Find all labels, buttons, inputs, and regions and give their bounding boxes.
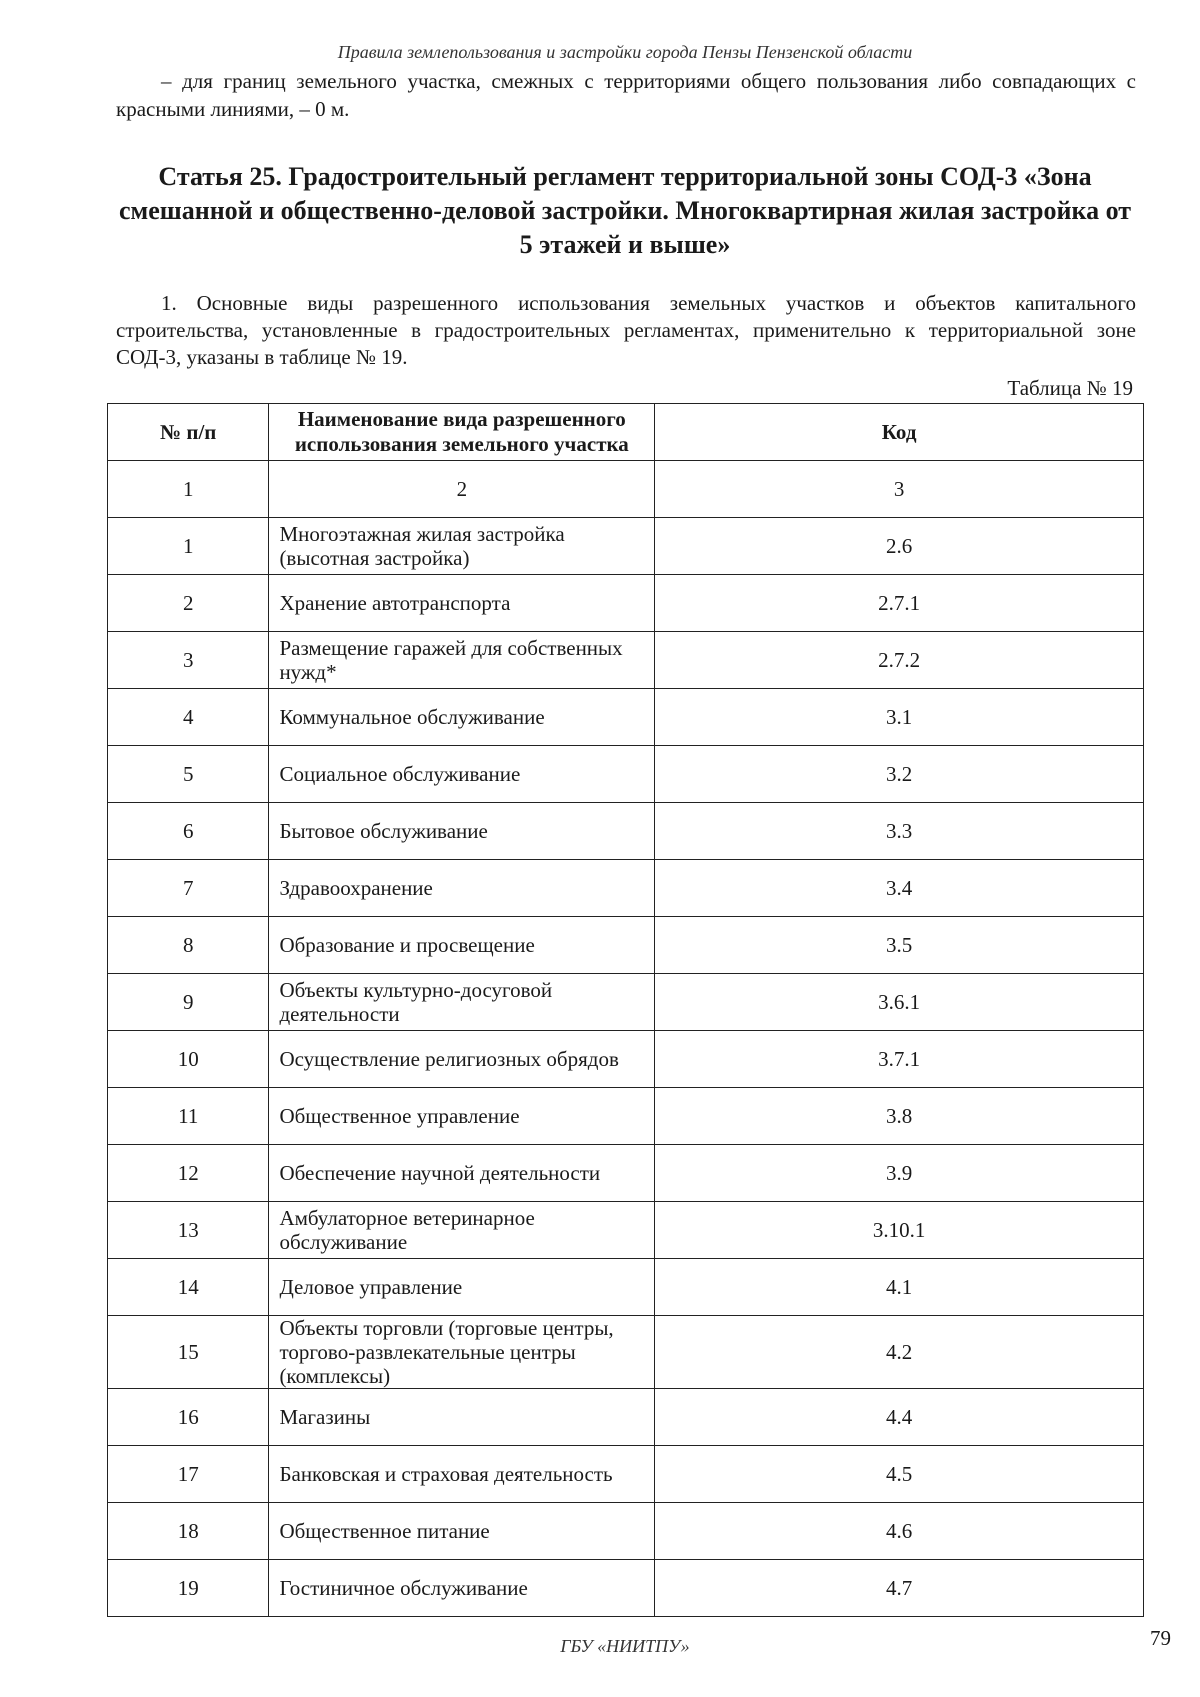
row-number: 15 bbox=[108, 1316, 269, 1389]
row-use-name: Бытовое обслуживание bbox=[269, 803, 655, 860]
table-row bbox=[108, 974, 1144, 1031]
article-title: Статья 25. Градостроительный регламент территориальной зоны СОД-3 «Зона смешанной и общественно-деловой застройки. Многоквартирная жилая застройка от 5 этажей и выше» bbox=[118, 162, 1132, 259]
table-row bbox=[108, 1446, 1144, 1503]
table-row bbox=[108, 1202, 1144, 1259]
row-use-name: Общественное управление bbox=[269, 1088, 655, 1145]
row-number: 4 bbox=[108, 689, 269, 746]
row-use-name: Деловое управление bbox=[269, 1259, 655, 1316]
table-caption: Таблица № 19 bbox=[1007, 376, 1133, 400]
footer-organization: ГБУ «НИИТПУ» bbox=[560, 1636, 690, 1656]
table-row bbox=[108, 1560, 1144, 1617]
permitted-uses-table bbox=[107, 403, 1144, 1617]
table-row bbox=[108, 1259, 1144, 1316]
row-code: 4.7 bbox=[655, 1560, 1144, 1617]
row-use-name: Гостиничное обслуживание bbox=[269, 1560, 655, 1617]
row-use-name: Многоэтажная жилая застройка (высотная застройка) bbox=[269, 518, 655, 575]
row-code: 4.5 bbox=[655, 1446, 1144, 1503]
row-number: 18 bbox=[108, 1503, 269, 1560]
table-row bbox=[108, 1316, 1144, 1389]
col-number-3: 3 bbox=[655, 461, 1144, 518]
page-number: 79 bbox=[1150, 1626, 1171, 1650]
row-use-name: Общественное питание bbox=[269, 1503, 655, 1560]
table-row bbox=[108, 518, 1144, 575]
row-code: 2.7.2 bbox=[655, 632, 1144, 689]
table-row bbox=[108, 632, 1144, 689]
row-number: 16 bbox=[108, 1389, 269, 1446]
row-use-name: Размещение гаражей для собственных нужд* bbox=[269, 632, 655, 689]
row-use-name: Магазины bbox=[269, 1389, 655, 1446]
header-code: Код bbox=[655, 404, 1144, 461]
table-row bbox=[108, 1088, 1144, 1145]
row-use-name: Здравоохранение bbox=[269, 860, 655, 917]
row-code: 3.7.1 bbox=[655, 1031, 1144, 1088]
row-code: 3.6.1 bbox=[655, 974, 1144, 1031]
row-number: 5 bbox=[108, 746, 269, 803]
table-body bbox=[108, 461, 1144, 1617]
row-code: 3.4 bbox=[655, 860, 1144, 917]
row-use-name: Амбулаторное ветеринарное обслуживание bbox=[269, 1202, 655, 1259]
row-code: 4.2 bbox=[655, 1316, 1144, 1389]
row-use-name: Банковская и страховая деятельность bbox=[269, 1446, 655, 1503]
row-code: 3.3 bbox=[655, 803, 1144, 860]
table-row bbox=[108, 1389, 1144, 1446]
row-code: 2.6 bbox=[655, 518, 1144, 575]
row-code: 4.1 bbox=[655, 1259, 1144, 1316]
row-code: 3.5 bbox=[655, 917, 1144, 974]
col-number-2: 2 bbox=[269, 461, 655, 518]
row-code: 3.8 bbox=[655, 1088, 1144, 1145]
row-number: 13 bbox=[108, 1202, 269, 1259]
row-code: 4.6 bbox=[655, 1503, 1144, 1560]
row-number: 12 bbox=[108, 1145, 269, 1202]
row-use-name: Объекты торговли (торговые центры, торгово-развлекательные центры (комплексы) bbox=[269, 1316, 655, 1389]
column-number-row bbox=[108, 461, 1144, 518]
table-row bbox=[108, 1031, 1144, 1088]
row-number: 10 bbox=[108, 1031, 269, 1088]
row-code: 3.9 bbox=[655, 1145, 1144, 1202]
row-number: 14 bbox=[108, 1259, 269, 1316]
table-row bbox=[108, 803, 1144, 860]
table-row bbox=[108, 575, 1144, 632]
table-header-row bbox=[108, 404, 1144, 461]
intro-text: – для границ земельного участка, смежных с территориями общего пользования либо совпадающих с красными линиями, – 0 м. bbox=[116, 69, 1136, 121]
row-number: 6 bbox=[108, 803, 269, 860]
table-row bbox=[108, 746, 1144, 803]
row-number: 9 bbox=[108, 974, 269, 1031]
row-use-name: Коммунальное обслуживание bbox=[269, 689, 655, 746]
row-number: 8 bbox=[108, 917, 269, 974]
header-name: Наименование вида разрешенного использования земельного участка bbox=[269, 404, 655, 461]
running-header: Правила землепользования и застройки города Пензы Пензенской области bbox=[337, 42, 913, 62]
row-number: 7 bbox=[108, 860, 269, 917]
header-num: № п/п bbox=[108, 404, 269, 461]
row-number: 19 bbox=[108, 1560, 269, 1617]
intro-paragraph bbox=[116, 67, 1136, 123]
table-row bbox=[108, 1145, 1144, 1202]
row-code: 3.1 bbox=[655, 689, 1144, 746]
table-row bbox=[108, 689, 1144, 746]
row-use-name: Объекты культурно-досуговой деятельности bbox=[269, 974, 655, 1031]
paragraph-1 bbox=[116, 290, 1136, 371]
row-code: 3.10.1 bbox=[655, 1202, 1144, 1259]
row-use-name: Хранение автотранспорта bbox=[269, 575, 655, 632]
col-number-1: 1 bbox=[108, 461, 269, 518]
table-row bbox=[108, 917, 1144, 974]
row-number: 1 bbox=[108, 518, 269, 575]
paragraph-1-text: 1. Основные виды разрешенного использования земельных участков и объектов капитального строительства, установленные в градостроительных регламентах, применительно к территориальной зоне СОД-3, указаны в таблице № 19. bbox=[116, 291, 1136, 369]
row-number: 17 bbox=[108, 1446, 269, 1503]
row-use-name: Осуществление религиозных обрядов bbox=[269, 1031, 655, 1088]
table-row bbox=[108, 1503, 1144, 1560]
row-number: 2 bbox=[108, 575, 269, 632]
row-number: 11 bbox=[108, 1088, 269, 1145]
row-code: 3.2 bbox=[655, 746, 1144, 803]
row-number: 3 bbox=[108, 632, 269, 689]
table-row bbox=[108, 860, 1144, 917]
row-code: 4.4 bbox=[655, 1389, 1144, 1446]
row-use-name: Обеспечение научной деятельности bbox=[269, 1145, 655, 1202]
row-use-name: Социальное обслуживание bbox=[269, 746, 655, 803]
row-code: 2.7.1 bbox=[655, 575, 1144, 632]
row-use-name: Образование и просвещение bbox=[269, 917, 655, 974]
